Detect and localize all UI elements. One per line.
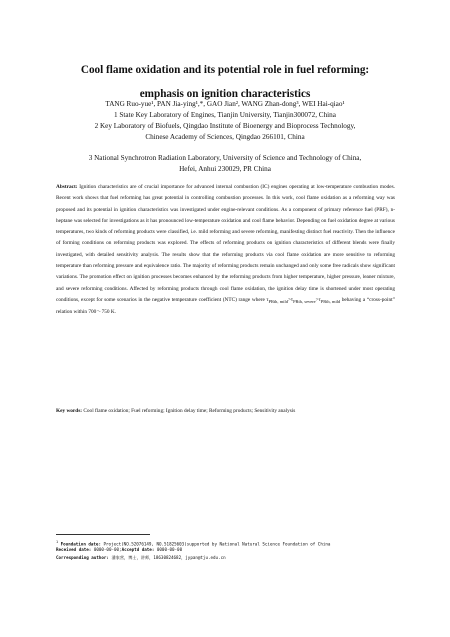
- keywords: [56, 406, 395, 416]
- corresponding-author-text: 潘家营，博士，讲师，18630824682，jypan@tju.edu.cn: [111, 555, 226, 560]
- title-line-1: Cool flame oxidation and its potential role in fuel reforming:: [80, 64, 370, 76]
- accepted-label: Acceptd date:: [121, 547, 155, 552]
- affiliation-3-line-1: 3 National Synchrotron Radiation Laboratory, University of Science and Technology of China,: [88, 154, 362, 162]
- received-date: 0000-00-00;: [93, 547, 122, 552]
- footnote-author: [56, 554, 401, 562]
- affiliation-1: [30, 110, 420, 121]
- title-line-2: emphasis on ignition characteristics: [139, 88, 311, 100]
- relation-2: >τ: [315, 296, 321, 303]
- abstract-body: Ignition characteristics are of crucial importance for advanced internal combustion (IC) engines operating at low-temperature combustion modes. Recent work shows that fuel reforming has great potential in controlling combustion processes. In this work, cool flame oxidation as a reforming way was proposed and its potential in ignition characteristics was investigated under engine-relevant conditions. As a component of primary reference fuel (PRF), n-heptane was selected for investigations as it has pronounced low-temperature oxidation and cool flame behavior. Depending on fuel oxidation degree at various temperatures, two kinds of reforming products were classified, i.e. mild reforming and severe reforming, manifesting distinct fuel reactivity. Then the influence of forming conditions on reforming products was explored. The effects of reforming products on ignition characteristics of different blends were finally investigated, with detailed sensitivity analysis. The results show that the reforming products via cool flame oxidation are more sensitive to reforming temperature than reforming pressure and equivalence ratio. The majority of reforming products remain unchanged and only some free radicals show significant variations. The promotion effect on ignition processes becomes enhanced by the reforming products from higher temperature, higher pressure, leaner mixture, and severe reforming conditions. Affected by reforming products through cool flame oxidation, the ignition delay time is shortened under most operating conditions, except for some scenarios in the negative temperature coefficient (NTC) range where τ: [56, 184, 396, 303]
- abstract: [56, 182, 395, 319]
- affiliation-2: [30, 121, 420, 143]
- corresponding-author-label: Corresponding author:: [56, 555, 109, 560]
- affiliation-1-text: 1 State Key Laboratory of Engines, Tianjin University, Tianjin300072, China: [114, 111, 336, 119]
- affiliation-3-line-2: Hefei, Anhui 230029, PR China: [179, 165, 271, 173]
- affiliation-2-line-2: Chinese Academy of Sciences, Qingdao 266101, China: [145, 133, 305, 141]
- footnote-dates: [56, 546, 401, 554]
- relation-1: >τ: [287, 296, 294, 303]
- keywords-label: Key words:: [56, 408, 83, 414]
- author-list: TANG Ruo-yue¹, PAN Jia-ying¹,*, GAO Jian², WANG Zhan-dong³, WEI Hai-qiao¹: [105, 100, 345, 108]
- abstract-label: Abstract:: [56, 184, 78, 190]
- tau-subscript-1: PRth, mild: [268, 299, 288, 305]
- received-label: Received date:: [56, 547, 92, 552]
- tau-subscript-2: PRth, severe: [293, 299, 316, 305]
- affiliation-2-line-1: 2 Key Laboratory of Biofuels, Qingdao Institute of Bioenergy and Bioprocess Technology,: [94, 122, 356, 130]
- accepted-date: 0000-00-00: [156, 547, 183, 552]
- footnote-foundation: $^1$ Foundation date: Project(NO.52076149, NO.51825603)supported by National Natural Science Foundation of China: [56, 540, 331, 547]
- foundation-text: Project(NO.52076149, NO.51825603)supported by National Natural Science Foundation of China: [103, 541, 331, 547]
- affiliation-3: [30, 153, 420, 175]
- abstract-tail: behaving a “cross-point” relation within 700～750 K.: [56, 296, 395, 316]
- footnote-divider: [56, 534, 150, 535]
- keywords-text: Cool flame oxidation; Fuel reforming; Ignition delay time; Reforming products; Sensitivity analysis: [83, 408, 296, 414]
- tau-subscript-3: PRth, mild: [320, 299, 341, 305]
- foundation-label: Foundation date:: [60, 541, 101, 547]
